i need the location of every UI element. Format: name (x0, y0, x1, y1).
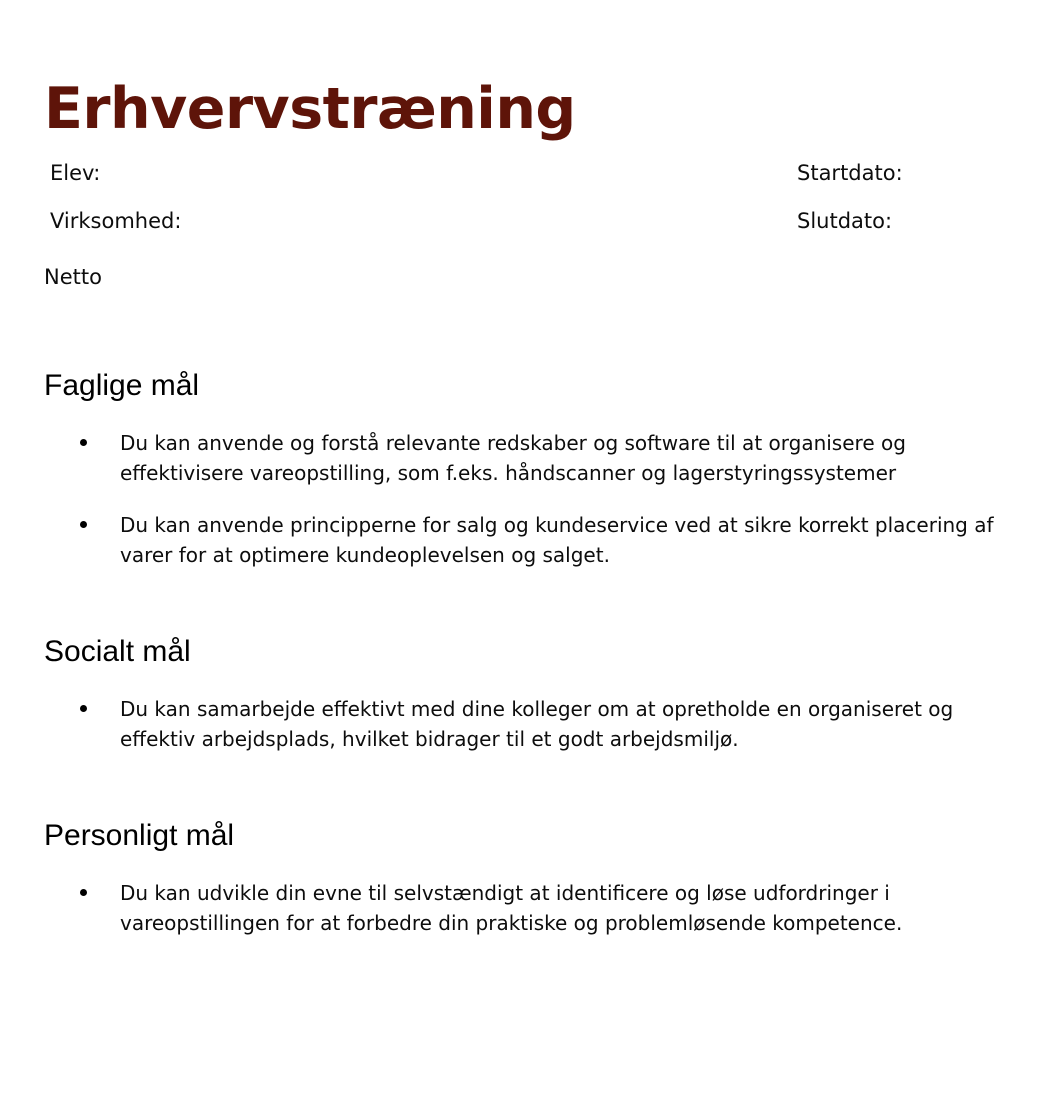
bullet-list-faglige-maal (0, 428, 1047, 570)
bullet-point-icon (80, 521, 87, 528)
bullet-point-icon (80, 439, 87, 446)
bullet-point-icon (80, 705, 87, 712)
list-item-text: Du kan anvende principperne for salg og kundeservice ved at sikre korrekt placering af varer for at optimere kundeoplevelsen og salget. (120, 513, 994, 567)
list-item (0, 510, 1047, 570)
list-item-text: Du kan udvikle din evne til selvstændigt at identificere og løse udfordringer i vareopstillingen for at forbedre din praktiske og problemløsende kompetence. (120, 881, 903, 935)
list-item (0, 694, 1047, 754)
section-faglige-maal (0, 366, 1047, 570)
bullet-list-personligt-maal (0, 878, 1047, 938)
bullet-point-icon (80, 889, 87, 896)
section-heading-socialt-maal: Socialt mål (44, 635, 191, 668)
label-startdato: Startdato: (797, 161, 903, 185)
list-item-text: Du kan anvende og forstå relevante redskaber og software til at organisere og effektivisere vareopstilling, som f.eks. håndscanner og lagerstyringssystemer (120, 431, 906, 485)
meta-header-block (0, 160, 1047, 289)
bullet-list-socialt-maal (0, 694, 1047, 754)
list-item-text: Du kan samarbejde effektivt med dine kolleger om at opretholde en organiseret og effektiv arbejdsplads, hvilket bidrager til et godt arbejdsmiljø. (120, 697, 954, 751)
section-heading-faglige-maal: Faglige mål (44, 369, 200, 402)
section-socialt-maal (0, 632, 1047, 754)
meta-row-company (0, 208, 1047, 256)
sections-container (0, 366, 1047, 938)
page-title: Erhvervstræning (44, 76, 576, 143)
section-personligt-maal (0, 816, 1047, 938)
label-slutdato: Slutdato: (797, 209, 893, 233)
list-item (0, 878, 1047, 938)
label-virksomhed: Virksomhed: (50, 209, 182, 233)
label-elev: Elev: (50, 161, 101, 185)
meta-row-student (0, 160, 1047, 208)
company-value: Netto (44, 265, 102, 289)
list-item (0, 428, 1047, 488)
section-heading-personligt-maal: Personligt mål (44, 819, 235, 852)
